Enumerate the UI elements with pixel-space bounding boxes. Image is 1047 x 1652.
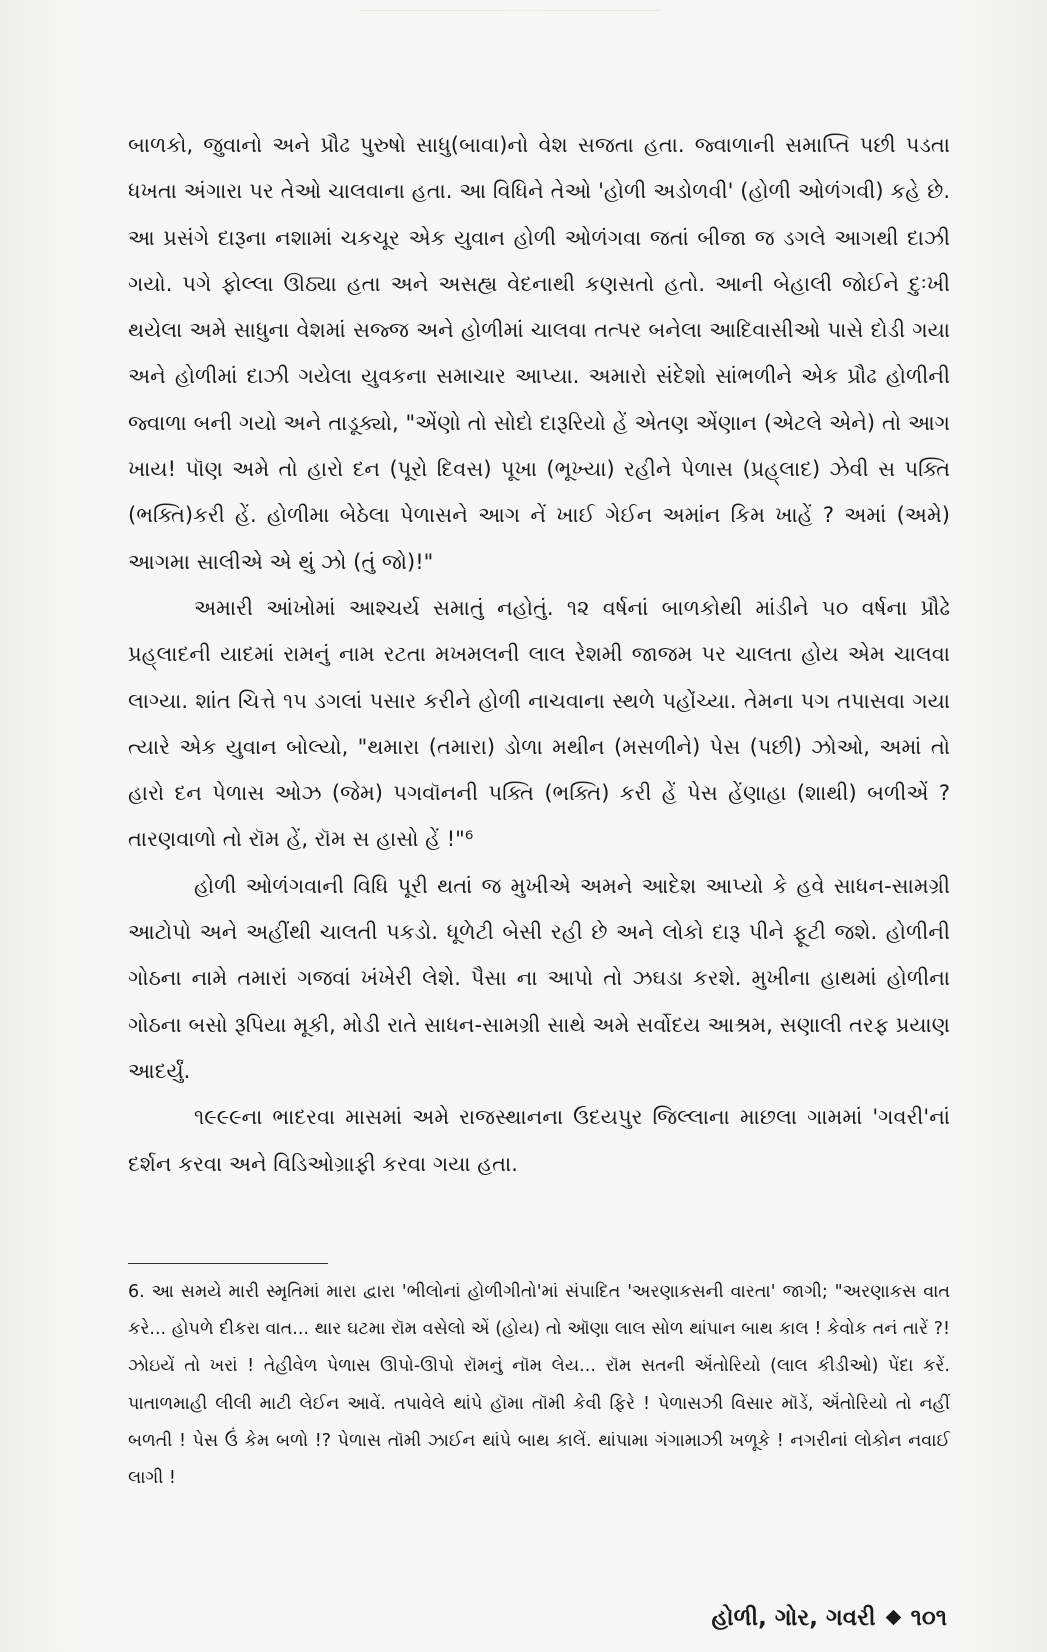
show-through-header [360,0,660,11]
paragraph-1: બાળકો, જુવાનો અને પ્રૌઢ પુરુષો સાધુ(બાવા)નો વેશ સજતા હતા. જ્વાળાની સમાપ્તિ પછી પડતા ધખતા અંગારા પર તેઓ ચાલવાના હતા. આ વિધિને તેઓ 'હોળી અડોળવી' (હોળી ઓળંગવી) કહે છે. આ પ્રસંગે દારૂના નશામાં ચકચૂર એક યુવાન હોળી ઓળંગવા જતાં બીજા જ ડગલે આગથી દાઝી ગયો. પગે ફોલ્લા ઊઠ્યા હતા અને અસહ્ય વેદનાથી કણસતો હતો. આની બેહાલી જોઈને દુઃખી થયેલા અમે સાધુના વેશમાં સજ્જ અને હોળીમાં ચાલવા તત્પર બનેલા આદિવાસીઓ પાસે દોડી ગયા અને હોળીમાં દાઝી ગયેલા યુવકના સમાચાર આપ્યા. અમારો સંદેશો સાંભળીને એક પ્રૌઢ હોળીની જ્વાળા બની ગયો અને તાડૂક્યો, "એંણો તો સોદો દારૂરિયો હેં એતણ એંણાન (એટલે એને) તો આગ ખાય! પૉણ અમે તો હારો દન (પૂરો દિવસ) પૂખા (ભૂખ્યા) રહીને પેળાસ (પ્રહ્‌લાદ) ઝેવી સ પક્તિ (ભક્તિ)કરી હેં. હોળીમા બેઠેલા પેળાસને આગ નેં ખાઈ ગેઈન અમાંન કિમ ખાહેં ? અમાં (અમે) આગમા સાલીએ એ થું ઝો (તું જો)!" [128,133,950,574]
footnote-rule [128,1263,328,1264]
page-number: ૧૦૧ [910,1605,947,1631]
paragraph-2: અમારી આંખોમાં આશ્ચર્ય સમાતું નહોતું. ૧૨ વર્ષનાં બાળકોથી માંડીને ૫૦ વર્ષના પ્રૌઢે પ્રહ્‌લાદની યાદમાં રામનું નામ રટતા મખમલની લાલ રેશમી જાજમ પર ચાલતા હોય એમ ચાલવા લાગ્યા. શાંત ચિત્તે ૧૫ ડગલાં પસાર કરીને હોળી નાચવાના સ્થળે પહોંચ્યા. તેમના પગ તપાસવા ગયા ત્યારે એક યુવાન બોલ્યો, "થમારા (તમારા) ડોળા મથીન (મસળીને) પેસ (પછી) ઝોઓ, અમાં તો હારો દન પેળાસ ઓઝ (જેમ) પગવૉનની પક્તિ (ભક્તિ) કરી હેં પેસ હેંણાહા (શાથી) બળીએં ? તારણવાળો તો રૉમ હેં, રૉમ સ હાસો હેં !"⁶ [128,595,950,852]
diamond-icon [885,1609,901,1625]
running-title: હોળી, ગોર, ગવરી [711,1605,876,1631]
paragraph-4: ૧૯૯૯ના ભાદરવા માસમાં અમે રાજસ્થાનના ઉદયપુર જિલ્લાના માછલા ગામમાં 'ગવરી'નાં દર્શન કરવા અને વિડિઓગ્રાફી કરવા ગયા હતા. [128,1105,950,1176]
paragraph-3: હોળી ઓળંગવાની વિધિ પૂરી થતાં જ મુખીએ અમને આદેશ આપ્યો કે હવે સાધન-સામગ્રી આટોપો અને અહીંથી ચાલતી પકડો. ધૂળેટી બેસી રહી છે અને લોકો દારૂ પીને ફૂટી જશે. હોળીની ગોઠના નામે તમારાં ગજવાં ખંખેરી લેશે. પૈસા ના આપો તો ઝઘડા કરશે. મુખીના હાથમાં હોળીના ગોઠના બસો રૂપિયા મૂકી, મોડી રાતે સાધન-સામગ્રી સાથે અમે સર્વોદય આશ્રમ, સણાલી તરફ પ્રયાણ આદર્યું. [128,873,950,1083]
footnote-6: 6. આ સમયે મારી સ્મૃતિમાં મારા દ્વારા 'ભીલોનાં હોળીગીતો'માં સંપાદિત 'અરણાકસની વારતા' જાગી; "અરણાકસ વાત કરે... હોપળે દીકરા વાત... થાર ઘટમા રૉમ વસેલો એં (હોય) તો ઑણા લાલ સોળ થાંપાન બાથ કાલ ! કેવોક તનં તારેં ?! ઝોઇયેં તો ખરાં ! તેહીવેળ પેળાસ ઊપો-ઊપો રૉમનું નૉમ લેય... રૉમ સતની ઍંતોરિયો (લાલ કીડીઓ) પેંદા કરેં. પાતાળમાહી લીલી માટી લેઈન આવેં. તપાવેલે થાંપે હૉમા તૉમી કેવી ફિરે ! પેળાસઝી વિસાર મૉડેં, ઍંતોરિયો તો નહીં બળતી ! પેસ ઉં કેમ બળો !? પેળાસ તૉમી ઝાઈન થાંપે બાથ કાલેં. થાંપામા ગંગામાઝી ખળૂકે ! નગરીનાં લોકોન નવાઈ લાગી ! [128,1282,950,1489]
main-text [128,122,950,1187]
page-footer [711,1605,947,1631]
